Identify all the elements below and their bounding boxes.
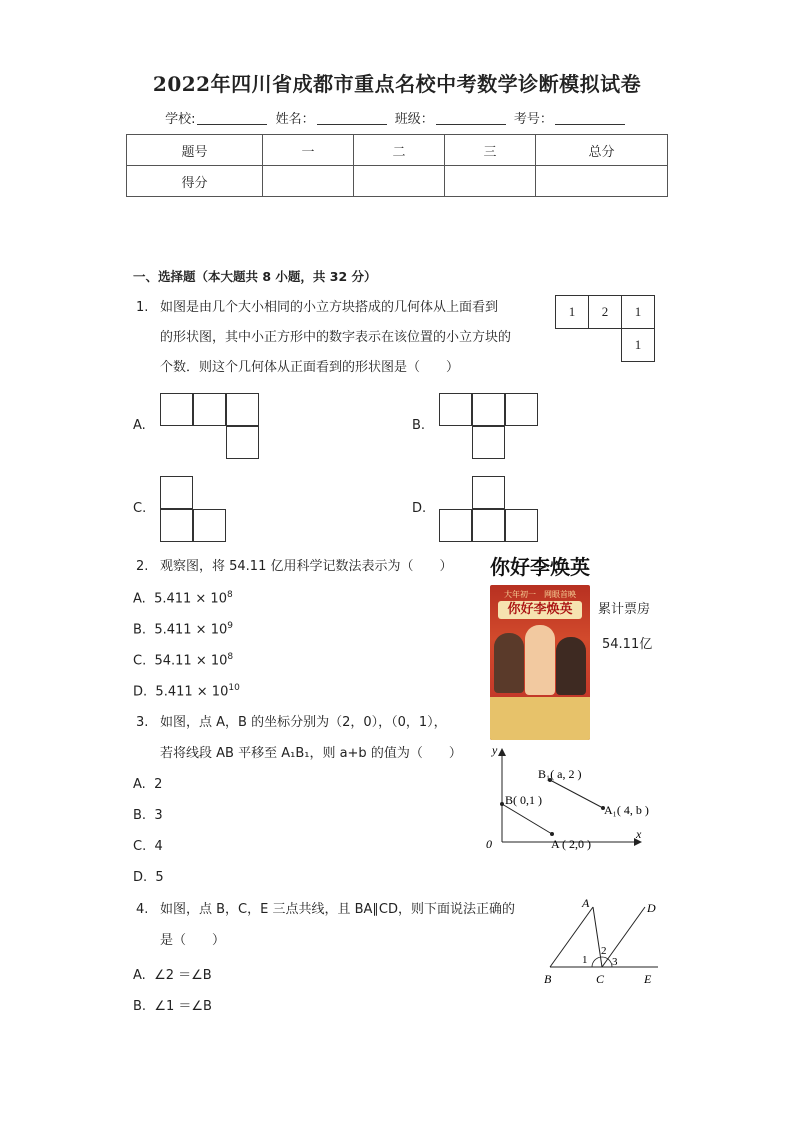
number-field[interactable] xyxy=(555,112,625,125)
q3-option-b[interactable] xyxy=(133,808,163,823)
score-row-label: 得分 xyxy=(127,166,263,197)
point-b-label: B( 0,1 ) xyxy=(505,793,542,807)
angle-3-label: 3 xyxy=(612,956,618,968)
q4-option-a[interactable] xyxy=(133,964,212,983)
score-cell[interactable] xyxy=(536,166,668,197)
poster-figure-left xyxy=(494,633,524,693)
top-view-cell: 1 xyxy=(622,329,655,362)
option-base: 54.11 × 10 xyxy=(154,653,228,669)
option-label: D. xyxy=(133,870,148,885)
student-info xyxy=(0,108,794,127)
option-value: 2 xyxy=(154,777,163,792)
label-e: E xyxy=(644,972,652,986)
q3-option-d[interactable] xyxy=(133,870,164,885)
q2-number: 2. xyxy=(136,559,149,574)
option-exponent: 9 xyxy=(227,621,233,631)
section-heading: 一、选择题（本大题共 8 小题，共 32 分） xyxy=(133,269,377,284)
score-header-cell: 一 xyxy=(263,135,354,166)
q3-line1: 如图，点 A，B 的坐标分别为（2，0），（0，1）， xyxy=(160,715,447,730)
q1-option-c-label[interactable]: C. xyxy=(133,501,147,516)
score-header-cell: 三 xyxy=(445,135,536,166)
option-label: C. xyxy=(133,839,147,854)
box-office-value: 54.11亿 xyxy=(602,637,653,652)
option-label: A. xyxy=(133,591,146,607)
option-exponent: 8 xyxy=(226,590,233,600)
label-d: D xyxy=(647,901,656,915)
box-office-label: 累计票房 xyxy=(598,602,651,617)
segment-cd xyxy=(602,907,645,967)
score-cell[interactable] xyxy=(445,166,536,197)
option-label: B. xyxy=(133,999,147,1014)
number-label: 考号： xyxy=(513,112,553,127)
option-value: 4 xyxy=(154,839,163,854)
class-label: 班级： xyxy=(394,112,434,127)
point-b xyxy=(500,802,504,806)
angle-2-label: 2 xyxy=(601,945,607,957)
q1-line2: 的形状图，其中小正方形中的数字表示在该位置的小立方块的 xyxy=(160,330,512,345)
segment-ab xyxy=(502,804,552,834)
score-cell[interactable] xyxy=(354,166,445,197)
q1-number: 1. xyxy=(136,300,149,315)
school-label: 学校: xyxy=(165,112,196,127)
top-view-cell: 1 xyxy=(556,296,589,329)
class-field[interactable] xyxy=(436,112,506,125)
top-view-cell: 2 xyxy=(589,296,622,329)
school-field[interactable] xyxy=(197,112,267,125)
q2-stem: 观察图，将 54.11 亿用科学记数法表示为（ ） xyxy=(160,559,453,574)
score-header-cell: 题号 xyxy=(127,135,263,166)
option-label: B. xyxy=(133,808,147,823)
q2-option-a[interactable] xyxy=(133,590,233,606)
q4-number: 4. xyxy=(136,902,149,917)
name-label: 姓名： xyxy=(275,112,315,127)
option-value: ∠1 ＝∠B xyxy=(154,999,212,1014)
option-label: A. xyxy=(133,777,146,792)
point-a-label: A ( 2,0 ) xyxy=(551,837,591,851)
point-a1-label: A₁( 4, b ) xyxy=(604,803,649,817)
q3-option-c[interactable] xyxy=(133,839,163,854)
q4-geometry-figure xyxy=(540,893,670,988)
q2-option-b[interactable] xyxy=(133,621,233,637)
q1-option-d-label[interactable]: D. xyxy=(412,501,427,516)
point-a xyxy=(550,832,554,836)
q4-line2: 是（ ） xyxy=(160,933,226,948)
q1-top-view xyxy=(555,295,655,362)
q1-line3: 个数．则这个几何体从正面看到的形状图是（ ） xyxy=(160,360,460,375)
q1-option-a-label[interactable]: A. xyxy=(133,418,146,433)
score-header-cell: 总分 xyxy=(536,135,668,166)
score-header-row xyxy=(127,135,668,166)
q3-line2: 若将线段 AB 平移至 A₁B₁，则 a+b 的值为（ ） xyxy=(160,746,462,761)
option-label: D. xyxy=(133,684,148,700)
q1-line1: 如图是由几个大小相同的小立方块搭成的几何体从上面看到 xyxy=(160,300,499,315)
label-c: C xyxy=(596,972,605,986)
q4-line1: 如图，点 B，C，E 三点共线，且 BA∥CD，则下面说法正确的 xyxy=(160,902,516,917)
score-value-row xyxy=(127,166,668,197)
q4-option-b[interactable] xyxy=(133,995,212,1014)
poster-figure-right xyxy=(556,637,586,695)
poster-bottom-band xyxy=(490,697,590,740)
movie-poster-image xyxy=(490,585,590,740)
angle-1-label: 1 xyxy=(582,954,588,966)
origin-label: 0 xyxy=(486,837,492,851)
score-header-cell: 二 xyxy=(354,135,445,166)
q2-option-d[interactable] xyxy=(133,683,240,699)
option-base: 5.411 × 10 xyxy=(154,591,227,607)
option-value: 5 xyxy=(155,870,164,885)
x-axis-label: x xyxy=(636,827,642,841)
label-a: A xyxy=(582,896,590,910)
option-label: A. xyxy=(133,968,146,983)
poster-tagline: 大年初一 网眼首映 xyxy=(504,590,576,599)
q3-number: 3. xyxy=(136,715,149,730)
point-b1-label: B₁( a, 2 ) xyxy=(538,767,582,781)
option-base: 5.411 × 10 xyxy=(155,684,229,700)
q3-coordinate-graph xyxy=(478,742,658,857)
exam-title: 2022年四川省成都市重点名校中考数学诊断模拟试卷 xyxy=(152,72,642,96)
q2-option-c[interactable] xyxy=(133,652,233,668)
q3-option-a[interactable] xyxy=(133,777,162,792)
option-value: ∠2 ＝∠B xyxy=(154,968,212,983)
q1-option-b-label[interactable]: B. xyxy=(412,418,426,433)
name-field[interactable] xyxy=(317,112,387,125)
poster-title: 你好李焕英 xyxy=(490,555,590,579)
score-cell[interactable] xyxy=(263,166,354,197)
option-label: B. xyxy=(133,622,147,638)
option-exponent: 10 xyxy=(228,683,240,693)
option-base: 5.411 × 10 xyxy=(154,622,228,638)
score-table xyxy=(126,134,668,197)
label-b: B xyxy=(544,972,552,986)
y-axis-label: y xyxy=(492,743,498,757)
option-exponent: 8 xyxy=(227,652,234,662)
y-axis-arrow xyxy=(498,748,506,756)
option-label: C. xyxy=(133,653,147,669)
segment-a1b1 xyxy=(550,780,603,808)
option-value: 3 xyxy=(154,808,163,823)
poster-figure-center xyxy=(525,625,555,695)
top-view-cell: 1 xyxy=(622,296,655,329)
poster-logo: 你好李焕英 xyxy=(498,601,582,619)
